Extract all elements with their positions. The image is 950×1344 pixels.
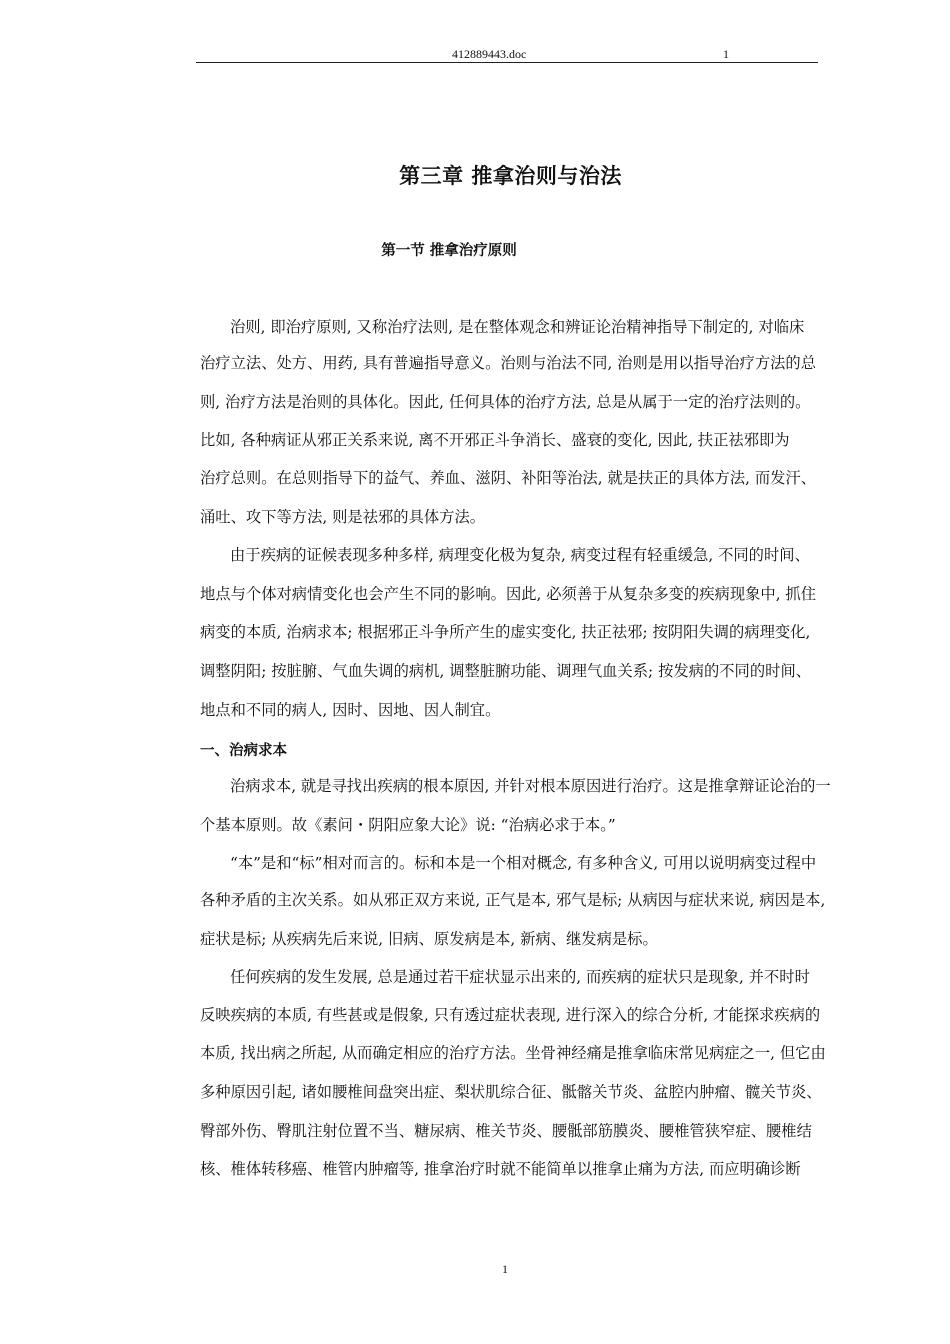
page-header [196,46,818,63]
header-filename: 412889443.doc [452,47,527,61]
section-title: 第一节 推拿治疗原则 [381,243,517,259]
paragraph-line: 病变的本质, 治病求本; 根据邪正斗争所产生的虚实变化, 扶正祛邪; 按阴阳失调的病理变化, [200,623,811,641]
paragraph-line: 调整阴阳; 按脏腑、气血失调的病机, 调整脏腑功能、调理气血关系; 按发病的不同的时间、 [200,662,812,680]
paragraph-line: 任何疾病的发生发展, 总是通过若干症状显示出来的, 而疾病的症状只是现象, 并不时时 [230,968,810,986]
paragraph-line: 反映疾病的本质, 有些甚或是假象, 只有透过症状表现, 进行深入的综合分析, 才能探求疾病的 [200,1006,821,1024]
paragraph-line: 个基本原则。故《素问・阴阳应象大论》说: “治病必求于本。” [200,816,616,834]
paragraph-line: 比如, 各种病证从邪正关系来说, 离不开邪正斗争消长、盛衰的变化, 因此, 扶正祛邪即为 [200,431,790,449]
paragraph-line: 多种原因引起, 诸如腰椎间盘突出症、梨状肌综合征、骶髂关节炎、盆腔内肿瘤、髋关节炎、 [200,1083,822,1101]
paragraph-line: 地点与个体对病情变化也会产生不同的影响。因此, 必须善于从复杂多变的疾病现象中, 抓住 [200,585,817,603]
paragraph-line: 本质, 找出病之所起, 从而确定相应的治疗方法。坐骨神经痛是推拿临床常见病症之一, 但它由 [200,1044,826,1062]
paragraph-line: “本”是和“标”相对而言的。标和本是一个相对概念, 有多种含义, 可用以说明病变过程中 [230,854,817,872]
paragraph-line: 核、椎体转移癌、椎管内肿瘤等, 推拿治疗时就不能简单以推拿止痛为方法, 而应明确诊断 [200,1160,801,1178]
paragraph-line: 各种矛盾的主次关系。如从邪正双方来说, 正气是本, 邪气是标; 从病因与症状来说, 病因是本, [200,891,826,909]
paragraph-line: 治疗立法、处方、用药, 具有普遍指导意义。治则与治法不同, 治则是用以指导治疗方法的总 [200,354,817,372]
paragraph-line: 地点和不同的病人, 因时、因地、因人制宜。 [200,701,501,719]
paragraph-line: 由于疾病的证候表现多种多样, 病理变化极为复杂, 病变过程有轻重缓急, 不同的时间、 [230,546,810,564]
paragraph-line: 治病求本, 就是寻找出疾病的根本原因, 并针对根本原因进行治疗。这是推拿辩证论治的一 [230,777,831,795]
paragraph-line: 则, 治疗方法是治则的具体化。因此, 任何具体的治疗方法, 总是从属于一定的治疗法则的。 [200,393,811,411]
header-page-number: 1 [723,47,729,61]
paragraph-line: 治则, 即治疗原则, 又称治疗法则, 是在整体观念和辨证论治精神指导下制定的, 对临床 [230,318,805,336]
paragraph-line: 涌吐、攻下等方法, 则是祛邪的具体方法。 [200,508,486,526]
paragraph-line: 臀部外伤、臀肌注射位置不当、糖尿病、椎关节炎、腰骶部筋膜炎、腰椎管狭窄症、腰椎结 [200,1122,812,1140]
paragraph-line: 症状是标; 从疾病先后来说, 旧病、原发病是本, 新病、继发病是标。 [200,930,658,948]
paragraph-line: 治疗总则。在总则指导下的益气、养血、滋阴、补阳等治法, 就是扶正的具体方法, 而发汗、 [200,469,817,487]
chapter-title: 第三章 推拿治则与治法 [399,164,622,188]
subsection-heading: 一、治病求本 [200,743,287,759]
footer-page-number: 1 [502,1262,508,1276]
